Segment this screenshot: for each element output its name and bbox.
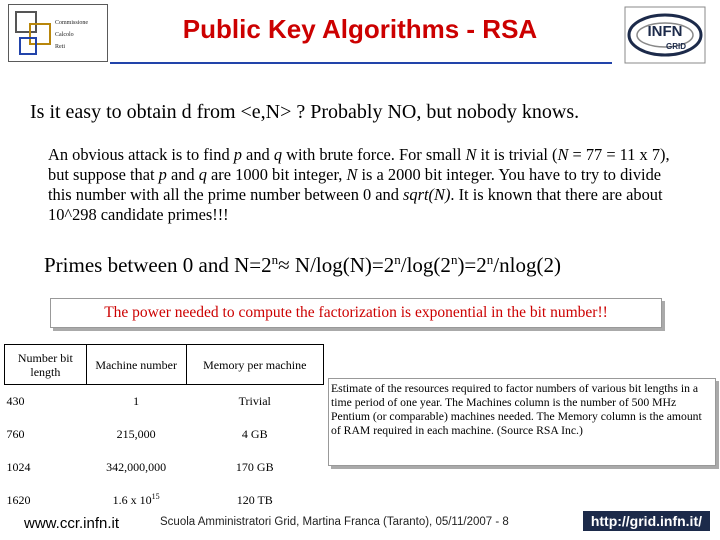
estimate-note-box: Estimate of the resources required to factor numbers of various bit lengths in a time period of one year. The Machines column is the number of 500 MHz Pentium (or comparable) machines needed. The Memory column is the amount of RAM required in each machine. (Source RSA Inc.)	[328, 378, 716, 466]
cell-machines: 215,000	[116, 426, 156, 441]
title-rule	[110, 62, 612, 64]
cell-memory: 170 GB	[235, 459, 274, 474]
ccr-url[interactable]: www.ccr.infn.it	[24, 515, 120, 532]
cell-bits: 760	[6, 426, 25, 441]
cell-machines: 342,000,000	[106, 459, 167, 474]
footer-event-info: Scuola Amministratori Grid, Martina Franca (Taranto), 05/11/2007 - 8	[160, 516, 509, 528]
infn-logo-sub: GRID	[666, 42, 686, 51]
power-note-box: The power needed to compute the factorization is exponential in the bit number!!	[50, 298, 662, 328]
table-row	[5, 418, 324, 451]
header-machine-number: Machine number	[86, 345, 186, 385]
table-row	[5, 451, 324, 484]
table-row	[5, 385, 324, 418]
main-question: Is it easy to obtain d from <e,N> ? Probably NO, but nobody knows.	[30, 101, 580, 123]
ccr-logo-line-2: Calcolo	[55, 32, 74, 38]
cell-bits: 1024	[6, 459, 31, 474]
header-bit-length: Number bit length	[5, 345, 87, 385]
slide-title: Public Key Algorithms - RSA	[182, 14, 538, 44]
factorization-table	[4, 344, 324, 517]
primes-formula: Primes between 0 and $N=2^n\approx N/\log(N)=2^n/\log(2^n)=2^n/nlog(2)$	[44, 252, 561, 277]
attack-paragraph: An obvious attack is to find p and q with brute force. For small N it is trivial (N = 77 = 11 x 7), but suppose that p and q are 1000 bit integer, N is a 2000 bit integer. You have to try to divide this number with all the prime number between 0 and sqrt(N). It is known that there are about 10^298 candidate primes!!!	[48, 145, 670, 224]
footer	[0, 508, 720, 540]
cell-bits: 1620	[6, 492, 31, 507]
cell-machines: 1.6 x $10^{15}$	[112, 492, 160, 507]
ccr-logo-line-1: Commissione	[55, 20, 89, 26]
cell-machines: 1	[133, 393, 140, 408]
infn-logo-text: INFN	[647, 23, 683, 40]
exponent: 15	[151, 492, 160, 501]
table-header-row	[5, 345, 324, 385]
cell-memory: 120 TB	[236, 492, 273, 507]
ccr-logo-line-3: Reti	[55, 44, 65, 50]
header-memory: Memory per machine	[186, 345, 323, 385]
grid-url[interactable]: http://grid.infn.it/	[583, 511, 710, 531]
infn-grid-logo	[624, 6, 706, 64]
cell-bits: 430	[6, 393, 25, 408]
cell-memory: 4 GB	[241, 426, 268, 441]
cell-memory: Trivial	[238, 393, 271, 408]
